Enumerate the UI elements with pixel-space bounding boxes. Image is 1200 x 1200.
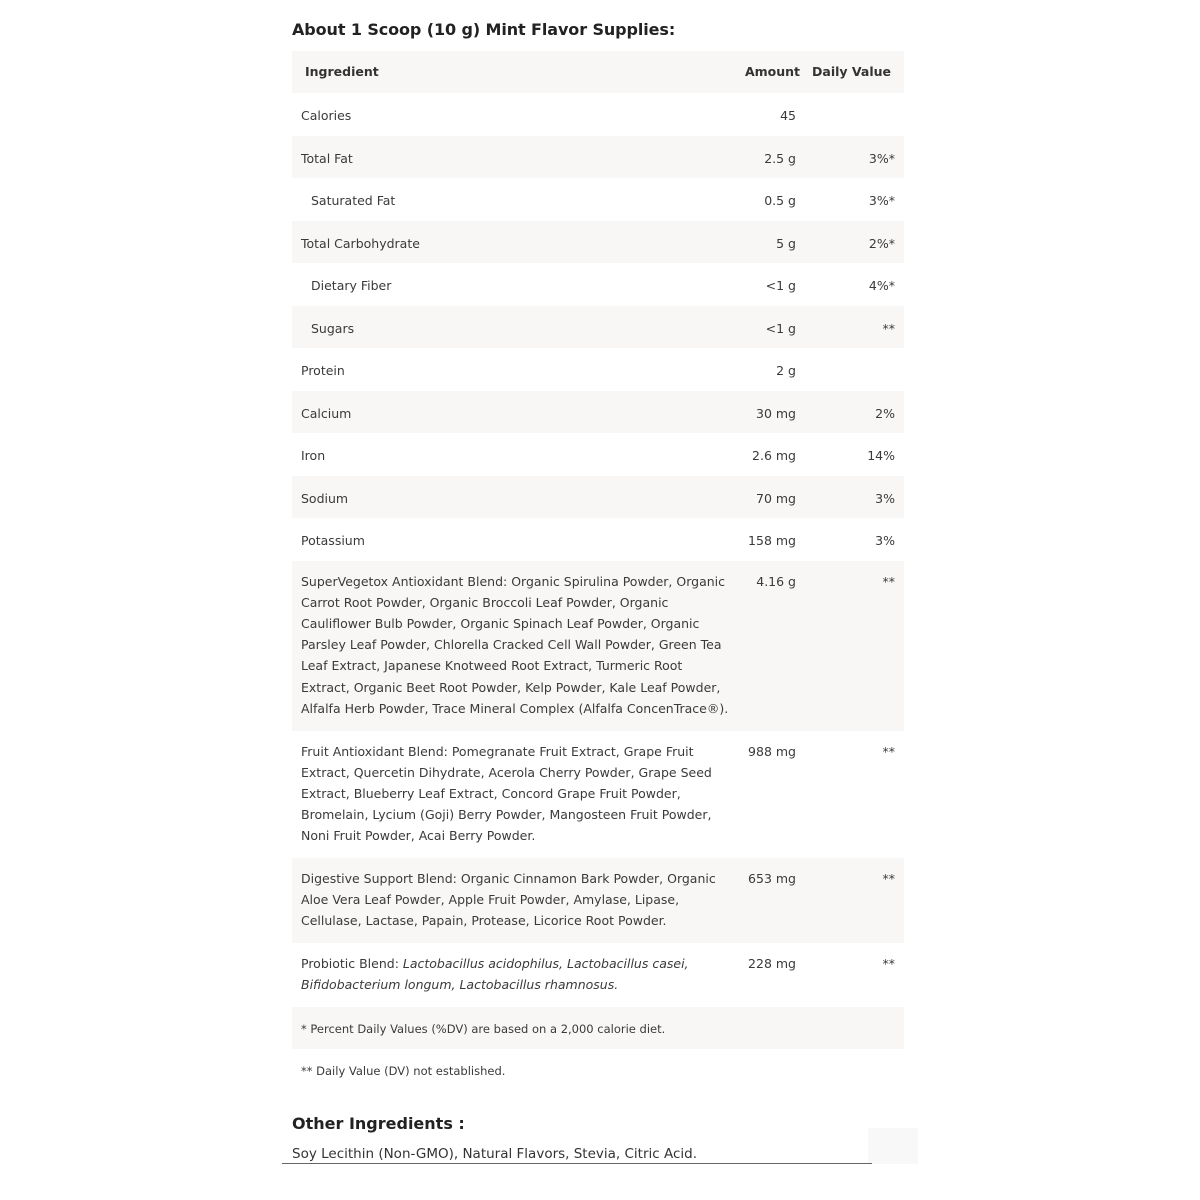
blend-description: Fruit Antioxidant Blend: Pomegranate Fruit Extract, Grape Fruit Extract, Quercetin Dihydrate, Acerola Cherry Powder, Grape Seed Extract, Blueberry Leaf Extract, Concord Grape Fruit Powder, Bromelain, Lycium (Goji) Berry Powder, Mangosteen Fruit Powder, Noni Fruit Powder, Acai Berry Powder. [301, 743, 712, 844]
other-ingredients-title: Other Ingredients : [292, 1114, 465, 1133]
ingredient-dv: 14% [867, 448, 895, 463]
ingredient-dv [800, 93, 904, 105]
probiotic-label: Probiotic Blend: [301, 955, 403, 971]
table-row [292, 943, 904, 1007]
ingredient-amount: <1 g [765, 320, 796, 336]
probiotic-species: Lactobacillus acidophilus, Lactobacillus casei, Bifidobacterium longum, Lactobacillus rhamnosus. [301, 955, 689, 992]
probiotic-amount: 228 mg [748, 955, 796, 971]
table-row [292, 731, 904, 858]
corner-block [868, 1128, 918, 1164]
ingredient-amount: 158 mg [748, 533, 796, 548]
table-row [292, 306, 904, 349]
ingredient-name: Calories [301, 108, 352, 123]
probiotic-description [292, 943, 735, 995]
ingredient-amount: 2 g [776, 363, 796, 378]
table-row [292, 178, 904, 221]
ingredient-dv: 4%* [868, 278, 895, 293]
ingredient-name: Sugars [311, 320, 355, 336]
ingredient-amount: 2.6 mg [752, 448, 796, 463]
ingredient-amount: 5 g [776, 235, 796, 251]
ingredient-amount: 0.5 g [764, 193, 796, 208]
ingredient-name: Saturated Fat [311, 193, 396, 208]
table-row [292, 391, 904, 434]
ingredient-dv [800, 348, 904, 360]
table-row [292, 136, 904, 179]
table-header [292, 51, 904, 93]
ingredient-amount: 70 mg [756, 490, 796, 506]
footnote-percent-dv: * Percent Daily Values (%DV) are based on a 2,000 calorie diet. [301, 1021, 666, 1036]
column-header-daily-value: Daily Value [812, 63, 891, 79]
ingredient-name: Total Carbohydrate [301, 235, 420, 251]
table-row [292, 561, 904, 731]
footnote-row [292, 1007, 904, 1050]
ingredient-name: Sodium [301, 490, 349, 506]
divider [282, 1163, 872, 1164]
table-row [292, 263, 904, 306]
ingredient-amount: 2.5 g [764, 150, 796, 166]
ingredient-amount: 45 [780, 108, 796, 123]
table-row [292, 93, 904, 136]
ingredient-name: Iron [301, 448, 326, 463]
column-header-ingredient: Ingredient [305, 63, 379, 79]
table-row [292, 348, 904, 391]
blend-description: Digestive Support Blend: Organic Cinnamon Bark Powder, Organic Aloe Vera Leaf Powder, Apple Fruit Powder, Amylase, Lipase, Cellulase, Lactase, Papain, Protease, Licorice Root Powder. [301, 870, 716, 928]
column-header-amount: Amount [744, 63, 800, 79]
ingredient-dv: 2% [875, 405, 895, 421]
ingredient-dv: 3%* [868, 193, 895, 208]
nutrition-table [292, 51, 904, 1092]
ingredient-name: Total Fat [301, 150, 353, 166]
ingredient-name: Dietary Fiber [311, 278, 392, 293]
ingredient-amount: <1 g [765, 278, 796, 293]
blend-amount: 988 mg [748, 743, 796, 759]
table-row [292, 858, 904, 943]
blend-dv: ** [882, 573, 895, 589]
ingredient-dv: 3% [875, 533, 895, 548]
footnote-row [292, 1049, 904, 1092]
blend-dv: ** [882, 743, 895, 759]
footnote-dv-not-established: ** Daily Value (DV) not established. [301, 1064, 506, 1078]
supplement-facts [292, 0, 904, 1092]
table-row [292, 476, 904, 519]
table-row [292, 518, 904, 561]
page-title: About 1 Scoop (10 g) Mint Flavor Supplies: [292, 20, 676, 39]
ingredient-dv: ** [882, 320, 895, 336]
ingredient-name: Potassium [301, 533, 365, 548]
ingredient-dv: 3%* [868, 150, 895, 166]
blend-description: SuperVegetox Antioxidant Blend: Organic Spirulina Powder, Organic Carrot Root Powder, Organic Broccoli Leaf Powder, Organic Cauliflower Bulb Powder, Organic Spinach Leaf Powder, Organic Parsley Leaf Powder, Chlorella Cracked Cell Wall Powder, Green Tea Leaf Extract, Japanese Knotweed Root Extract, Turmeric Root Extract, Organic Beet Root Powder, Kelp Powder, Kale Leaf Powder, Alfalfa Herb Powder, Trace Mineral Complex (Alfalfa ConcenTrace®). [301, 573, 729, 716]
blend-dv: ** [882, 870, 895, 886]
other-ingredients-text: Soy Lecithin (Non-GMO), Natural Flavors, Stevia, Citric Acid. [292, 1146, 698, 1162]
ingredient-amount: 30 mg [756, 405, 796, 421]
ingredient-name: Protein [301, 363, 345, 378]
table-row [292, 221, 904, 264]
ingredient-dv: 2%* [868, 235, 895, 251]
ingredient-name: Calcium [301, 405, 352, 421]
ingredient-dv: 3% [875, 490, 895, 506]
table-row [292, 433, 904, 476]
probiotic-dv: ** [882, 955, 895, 971]
blend-amount: 653 mg [748, 870, 796, 886]
blend-amount: 4.16 g [756, 573, 796, 589]
